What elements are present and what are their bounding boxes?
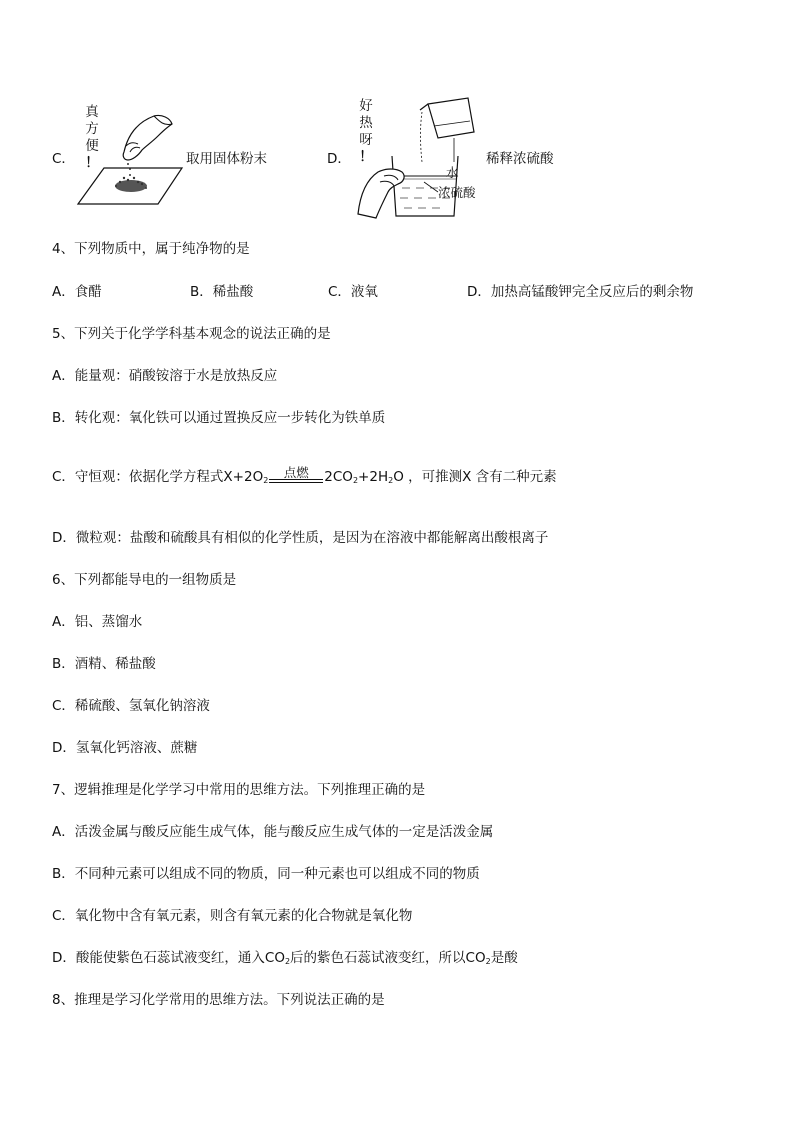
question-5-option-d[interactable]: D．微粒观：盐酸和硫酸具有相似的化学性质，是因为在溶液中都能解离出酸根离子 [52, 530, 549, 546]
question-4-option-b[interactable]: B．稀盐酸 [190, 284, 254, 300]
speech-text-c: 真 方 便 ！ [85, 104, 99, 171]
caption-take-powder: 取用固体粉末 [186, 151, 267, 167]
powder-spoon-illustration [76, 112, 186, 210]
option-d-label: D． [327, 151, 351, 167]
question-7-option-c[interactable]: C．氧化物中含有氧元素，则含有氧元素的化合物就是氧化物 [52, 908, 413, 924]
question-7-stem: 7、逻辑推理是化学学习中常用的思维方法。下列推理正确的是 [52, 782, 426, 798]
question-8-stem: 8、推理是学习化学常用的思维方法。下列说法正确的是 [52, 992, 385, 1008]
caption-dilute-acid: 稀释浓硫酸 [486, 151, 554, 167]
question-5-stem: 5、下列关于化学学科基本观念的说法正确的是 [52, 326, 331, 342]
reaction-condition-arrow: 点燃 [269, 479, 323, 483]
question-4-option-c[interactable]: C．液氧 [328, 284, 378, 300]
question-5-option-a[interactable]: A．能量观：硝酸铵溶于水是放热反应 [52, 368, 278, 384]
question-6-option-a[interactable]: A．铝、蒸馏水 [52, 614, 143, 630]
speech-text-d: 好 热 呀 ！ [359, 98, 373, 165]
option-c-label: C． [52, 151, 75, 167]
question-7-option-a[interactable]: A．活泼金属与酸反应能生成气体，能与酸反应生成气体的一定是活泼金属 [52, 824, 494, 840]
question-5-option-b[interactable]: B．转化观：氧化铁可以通过置换反应一步转化为铁单质 [52, 410, 386, 426]
question-6-stem: 6、下列都能导电的一组物质是 [52, 572, 237, 588]
question-4-stem: 4、下列物质中，属于纯净物的是 [52, 241, 250, 257]
question-4-option-d[interactable]: D．加热高锰酸钾完全反应后的剩余物 [467, 284, 694, 300]
question-4-option-a[interactable]: A．食醋 [52, 284, 102, 300]
question-6-option-d[interactable]: D．氢氧化钙溶液、蔗糖 [52, 740, 198, 756]
question-7-option-b[interactable]: B．不同种元素可以组成不同的物质，同一种元素也可以组成不同的物质 [52, 866, 480, 882]
acid-label: 浓硫酸 [438, 185, 476, 200]
question-7-option-d[interactable]: D．酸能使紫色石蕊试液变红，通入$CO_2$后的紫色石蕊试液变红，所以$CO_2$是酸 [52, 950, 518, 966]
question-5-option-c[interactable]: C．守恒观：依据化学方程式$X+2O_2$ 点燃 $2CO_2+2H_2O$ ，可推测X 含有二种元素 [52, 465, 557, 485]
question-6-option-c[interactable]: C．稀硫酸、氢氧化钠溶液 [52, 698, 210, 714]
water-label: 水 [446, 165, 459, 180]
question-6-option-b[interactable]: B．酒精、稀盐酸 [52, 656, 156, 672]
